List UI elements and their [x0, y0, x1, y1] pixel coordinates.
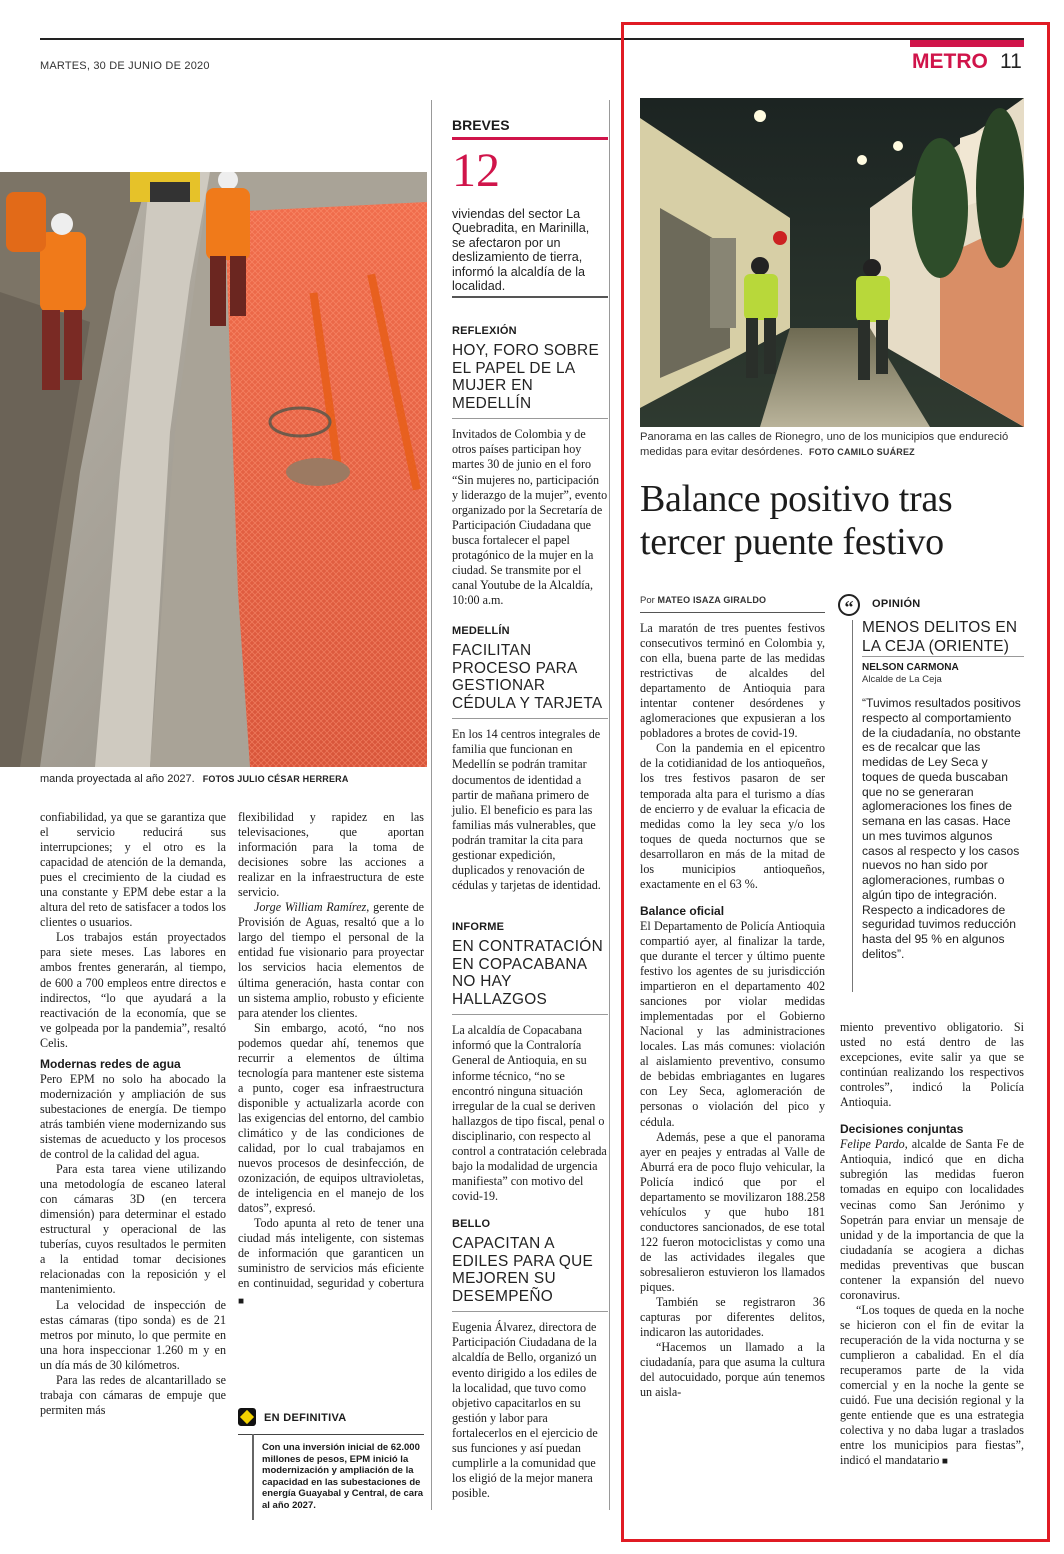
paragraph: flexibilidad y rapidez en las televisaciones, que aportan información para la toma de decisiones sobre las acciones a realizar en la infraestructura de este servicio. — [238, 810, 424, 900]
breves-rule — [452, 296, 608, 298]
article-headline: Balance positivo tras tercer puente festivo — [640, 478, 953, 563]
brief-kicker: INFORME — [452, 921, 505, 933]
article-column-1 — [40, 810, 226, 1540]
paragraph: Para las redes de alcantarillado se trabaja con cámaras de empuje que permiten más — [40, 1372, 226, 1417]
paragraph — [840, 1137, 1024, 1303]
opinion-author-role: Alcalde de La Ceja — [862, 674, 942, 685]
subheading: Decisiones conjuntas — [840, 1122, 964, 1137]
paragraph: La velocidad de inspección de estas cámaras (tipo sonda) es de 21 metros por minuto, lo que permite en una hora inspeccionar 1.260 m y en un día más de 30 kilómetros. — [40, 1297, 226, 1372]
brief-title: CAPACITAN A EDILES PARA QUE MEJOREN SU DESEMPEÑO — [452, 1235, 594, 1305]
opinion-title: MENOS DELITOS EN LA CEJA (ORIENTE) — [862, 619, 1018, 655]
photo-caption-text: Panorama en las calles de Rionegro, uno de los municipios que endureció medidas para evitar desórdenes. — [640, 431, 1009, 458]
byline-prefix: Por — [640, 595, 655, 606]
breves-number-text: viviendas del sector La Quebradita, en Marinilla, se afectaron por un deslizamiento de tierra, informó la alcaldía de la localidad. — [452, 207, 590, 294]
column-divider — [431, 100, 432, 1510]
opinion-quote: “Tuvimos resultados positivos respecto al comportamiento de la ciudadanía, no obstante es de recalcar que las medidas de Ley Seca y toques de queda buscaban que no se generaran aglomeraciones los fines de semana en las casas. Hace un mes tuvimos algunos casos al respecto y los casos nuevos no han sido por aglomeraciones, rumbas o algún tipo de integración. Respecto a indicadores de seguridad tuvimos reducción hasta del 95 % en algunos delitos”. — [862, 696, 1021, 961]
brief-kicker: BELLO — [452, 1218, 491, 1230]
breves-big-number: 12 — [452, 144, 500, 197]
breves-accent-rule — [452, 137, 608, 140]
subheading: Balance oficial — [640, 903, 725, 918]
summary-text: Con una inversión inicial de 62.000 millones de pesos, EPM inició la modernización y ampliación de la capacidad en las subestaciones de energía Guayabal y Central, de cara al año 2027. — [262, 1442, 424, 1511]
opinion-title-rule — [862, 656, 1024, 657]
summary-icon — [238, 1408, 256, 1426]
paragraph: Pero EPM no solo ha abocado la modernización y ampliación de sus subestaciones de energía. De tiempo atrás también viene modernizando sus sistemas de acueducto y los procesos de control de la calidad del agua. — [40, 1071, 226, 1162]
paragraph: El Departamento de Policía Antioquia compartió ayer, al finalizar la tarde, que durante el tercer y último puente festivo los agentes de su jurisdicción impartieron en el departamento 402 sanciones por violar medidas implementadas por el Gobierno Nacional y las administraciones locales. Las más comunes: violación al aislamiento preventivo, consumo de bebidas embriagantes en lugares con Ley Seca, aglomeración de personas o violación del pico y cédula. — [640, 918, 825, 1129]
brief-item — [452, 921, 608, 1204]
paragraph-text: , alcalde de Santa Fe de Antioquia, indicó que en dicha subregión las medidas fueron tomadas en equipo con localidades vecinas como San Jerónimo y Sopetrán para enviar un mensaje de unidad y de la importancia de que la ciudadanía se acogiera a dichas medidas preventivas que buscan contener la expansión del nuevo coronavirus. — [840, 1137, 1024, 1302]
summary-box — [238, 1404, 424, 1522]
person-name: Felipe Pardo — [840, 1137, 905, 1152]
brief-title: FACILITAN PROCESO PARA GESTIONAR CÉDULA Y TARJETA — [452, 642, 603, 712]
photo-credit: FOTOS JULIO CÉSAR HERRERA — [202, 774, 349, 784]
brief-kicker: MEDELLÍN — [452, 625, 510, 637]
opinion-side-rule — [852, 620, 853, 992]
photo-caption-text: manda proyectada al año 2027. — [40, 773, 195, 785]
paragraph: “Hacemos un llamado a la ciudadanía, para que asuma la cultura del autocuidado, porque aún tenemos un aisla- — [640, 1340, 825, 1400]
brief-item — [452, 325, 608, 608]
opinion-box — [838, 592, 1024, 992]
brief-title-rule — [452, 718, 608, 719]
byline — [640, 595, 766, 606]
brief-title-rule — [452, 1014, 608, 1015]
paragraph: confiabilidad, ya que se garantiza que el servicio reducirá sus interrupciones; y el otro es la capacidad de atención de la demanda, pues el crecimiento de la ciudad es una constante y EPM debe estar a la altura del reto de satisfacer a todos los clientes o usuarios. — [40, 810, 226, 930]
column-divider — [609, 100, 610, 1510]
page-number: 11 — [1000, 50, 1022, 73]
paragraph: Sin embargo, acotó, “no nos podemos quedar ahí, tenemos que recurrir a elementos de última tecnología para mantener este sistema a punto, coger esa infraestructura disponible y actualizarla acorde con las exigencias del entorno, del cambio climático y de las condiciones de calidad, por lo cual trabajamos en nuevos procesos de desinfección, de ozonización, de equipos ultravioletas, de inteligencia en el manejo de los datos”, expresó. — [238, 1020, 424, 1216]
summary-title: EN DEFINITIVA — [264, 1412, 347, 1424]
paragraph — [238, 900, 424, 1020]
paragraph: Los trabajos están proyectados para siete meses. Las labores en ambos frentes generarán, al tiempo, de 600 a 700 empleos entre directos e indirectos, “lo que ayudará a la reactivación de la economía, que se ve golpeada por la pandemia”, resaltó Celis. — [40, 930, 226, 1050]
street-police-photo — [640, 98, 1024, 427]
breves-label: BREVES — [452, 117, 510, 133]
article-column-4 — [840, 1020, 1024, 1540]
brief-item — [452, 1218, 608, 1501]
paragraph: “Los toques de queda en la noche se hicieron con el fin de evitar la recuperación de la vida nocturna y se cumplieron a cabalidad. En el día recuperamos parte de la vida comercial y en la noche la gente se cuidó. Fue una decisión regional y la gente entiende que es una estrategia colectiva y no daba lugar a traslados entre los municipios para fiestas”, indicó el mandatario ■ — [840, 1303, 1024, 1470]
section-name: METRO — [912, 50, 988, 73]
issue-date: MARTES, 30 DE JUNIO DE 2020 — [40, 60, 210, 72]
paragraph: La maratón de tres puentes festivos consecutivos terminó en Colombia y, con ella, buena parte de las medidas restrictivas de alcaldes del departamento de Antioquia para intentar contener desórdenes y aglomeraciones que expusieran a los pobladores a brotes de covid-19. — [640, 621, 825, 741]
photo-caption — [640, 430, 1024, 459]
photo-caption — [40, 773, 349, 785]
quote-icon: “ — [838, 594, 860, 616]
brief-title: EN CONTRATACIÓN EN COPACABANA NO HAY HALLAZGOS — [452, 938, 603, 1008]
paragraph: Para esta tarea viene utilizando una metodología de escaneo lateral con cámaras 3D (en tercera dimensión) para determinar el estado estructural y operacional de las tuberías, cuyos resultados le permiten a la entidad tomar decisiones relacionadas con la reposición y el mantenimiento. — [40, 1162, 226, 1297]
byline-rule — [640, 612, 825, 613]
summary-side-bar — [252, 1434, 254, 1520]
paragraph: Con la pandemia en el epicentro de la cotidianidad de los antioqueños, los tres festivos pasaron de ser temporada alta para el turismo a días de encierro y de evaluar la eficacia de medidas como la ley seca y/o los toques de queda nocturnos que se desarrollaron en más de la mitad de los municipios antioqueños, exactamente en el 63 %. — [640, 741, 825, 891]
paragraph: También se registraron 36 capturas por diferentes delitos, indicaron las autoridades. — [640, 1295, 825, 1340]
article-column-3 — [640, 621, 825, 1541]
brief-title: HOY, FORO SOBRE EL PAPEL DE LA MUJER EN MEDELLÍN — [452, 342, 600, 412]
summary-rule — [238, 1434, 424, 1435]
person-name: Jorge William Ramírez — [254, 900, 367, 915]
opinion-author: NELSON CARMONA — [862, 662, 959, 673]
brief-body: Invitados de Colombia y de otros países participan hoy martes 30 de junio en el foro “Sin mujeres no, participación y liderazgo de la mujer”, evento organizado por la Secretaría de Participación Ciudadana que busca fortalecer el papel protagónico de la mujer en la ciudad. Se transmite por el canal Youtube de la Alcaldía, 10:00 a.m. — [452, 427, 608, 607]
article-column-2 — [238, 810, 424, 1388]
paragraph: miento preventivo obligatorio. Si usted no está dentro de las excepciones, evite salir ya que se continúan realizando los respectivos controles”, indicó la Policía Antioquia. — [840, 1020, 1024, 1110]
subheading: Modernas redes de agua — [40, 1056, 181, 1071]
brief-item — [452, 625, 608, 893]
paragraph: Además, pese a que el panorama ayer en peajes y entradas al Valle de Aburrá era de poco flujo vehicular, la Policía indicó que por el departamento se movilizaron 188.258 vehículos y que hubo 181 conductores sancionados, de ese total 122 fueron motociclistas y como una de las actividades ilegales que sobresalieron estuvieron los llamados piques. — [640, 1129, 825, 1295]
brief-kicker: REFLEXIÓN — [452, 325, 517, 337]
photo-credit: FOTO CAMILO SUÁREZ — [808, 446, 915, 457]
opinion-label: OPINIÓN — [872, 598, 921, 610]
construction-photo — [0, 172, 427, 767]
brief-body: Eugenia Álvarez, directora de Participación Ciudadana de la alcaldía de Bello, organizó un evento dirigido a los ediles de la localidad, que tuvo como objetivo capacitarlos en su gestión y labor para fortalecerlos en el ejercicio de sus funciones y así puedan cumplirle a la comunidad que los eligió de la mejor manera posible. — [452, 1320, 598, 1500]
brief-body: En los 14 centros integrales de familia que funcionan en Medellín se podrán tramitar documentos de identidad a partir de mañana primero de julio. El beneficio es para las familias más vulnerables, que podrán tramitar la cita para gestionar expedición, duplicados y renovación de cédulas y tarjetas de identidad. — [452, 727, 601, 892]
brief-title-rule — [452, 418, 608, 419]
paragraph: Todo apunta al reto de tener una ciudad más inteligente, con sistemas de información que garanticen un suministro de servicios más eficiente en continuidad, seguridad y cobertura ■ — [238, 1216, 424, 1308]
paragraph-text: , gerente de Provisión de Aguas, resaltó que a lo largo del tiempo el personal de la entidad fue visionario para proyectar los servicios hacia elementos de última generación, hasta contar con un sistema amplio, robusto y eficiente para atender los clientes. — [238, 900, 424, 1020]
brief-title-rule — [452, 1311, 608, 1312]
byline-author: MATEO ISAZA GIRALDO — [657, 595, 767, 605]
brief-body: La alcaldía de Copacabana informó que la Contraloría General de Antioquia, en su informe técnico, “no se encontró ninguna situación irregular de la cual se deriven hallazgos de tipo fiscal, penal o disciplinario, con respecto al control a contratación celebrada bajo la modalidad de urgencia manifiesta” con motivo del covid-19. — [452, 1023, 607, 1203]
